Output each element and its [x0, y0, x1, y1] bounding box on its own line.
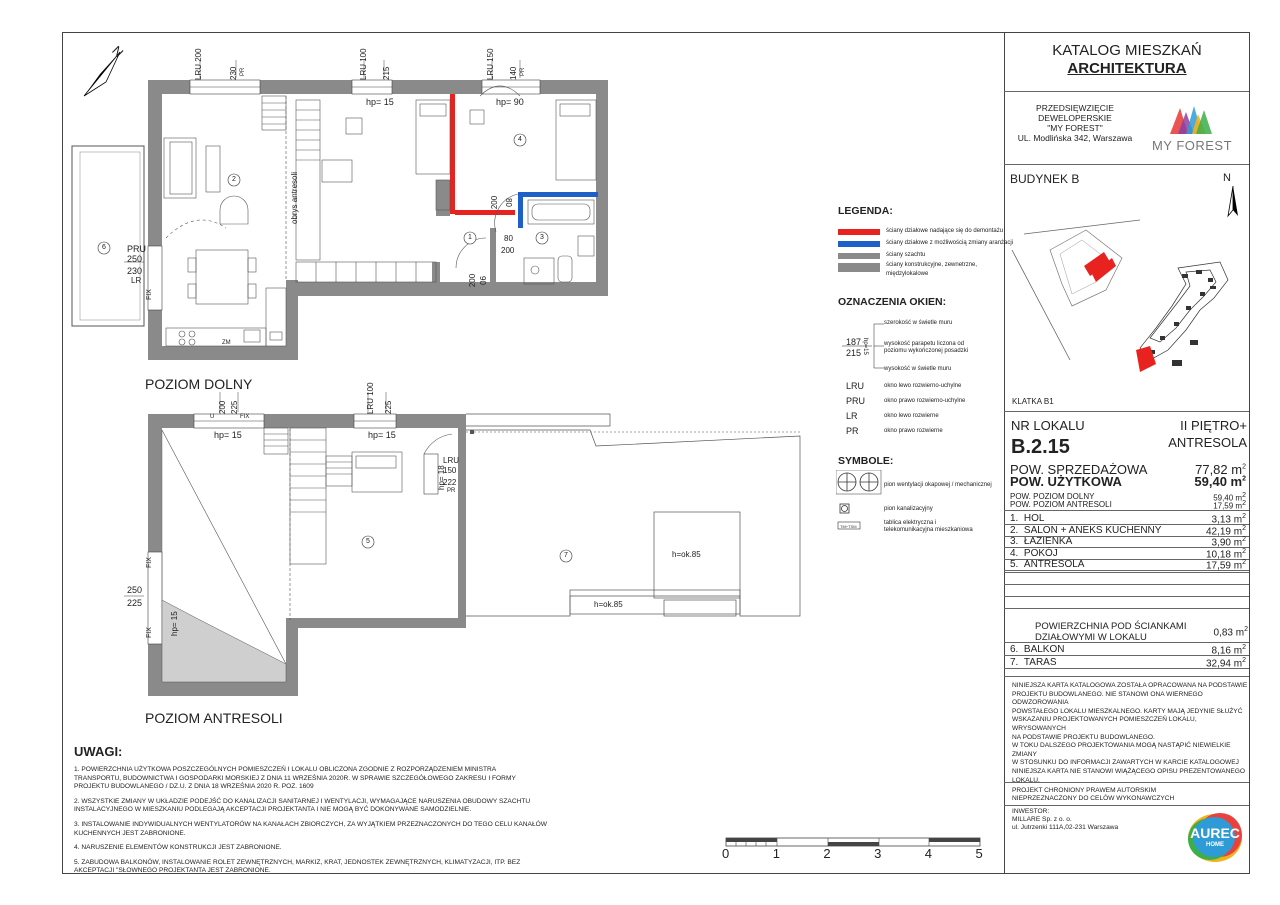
disclaimer-line: W STOSUNKU DO INFORMACJI ZAWARTYCH W KARCIE KATALOGOWEJ	[1012, 759, 1239, 767]
disclaimer-line: PROJEKTU BUDOWLANEGO. NIE STANOWI ONA WIERNEGO ODWZOROWANIA	[1012, 690, 1203, 707]
scale-tick-label: 2	[823, 846, 831, 861]
window-desc-width: szerokość w świetle muru	[884, 320, 953, 326]
disclaimer-line: NINIEJSZA KARTA NIE STANOWI WIĄŻĄCEGO OPISU PREZENTOWANEGO	[1012, 767, 1246, 775]
notes-title: UWAGI:	[74, 744, 123, 759]
building-label: BUDYNEK B	[1010, 172, 1080, 186]
lower-level-area-row: POW. POZIOM DOLNY 59,40 $m^2$	[1010, 492, 1246, 503]
disclaimer-line: LOKALU.	[1012, 776, 1040, 784]
walls-area-label-1: POWIERZCHNIA POD ŚCIANKAMI	[1035, 621, 1187, 632]
room-row: 1. HOL 3,13 $m^2$	[1010, 513, 1246, 526]
aurec-logo-sub: HOME	[1206, 842, 1224, 848]
note-item: 1. POWIERZCHNIA UŻYTKOWA POSZCZEGÓLNYCH POMIESZCZEŃ I LOKALU OBLICZONA ZGODNIE Z ROZPORZĄDZENIEM MINISTRA TRANSPORTU, BUDOWNICTWA I GOSPODARKI MORSKIEJ Z DNIA 11 WRZEŚNIA 2020R. W SPRAWIE SZCZEGÓŁOWEGO ZAKRESU I FORMY PROJEKTU BUDOWLANEGO / DZ.U. Z DNIA 18 WRZEŚNIA 2020 R. POZ. 1609	[74, 766, 516, 791]
copyright-line-2: NIEPRZEZNACZONY DO CELÓW WYKONAWCZYCH	[1012, 795, 1175, 802]
compass-label: N	[109, 42, 127, 61]
room-row: 3. ŁAZIENKA 3,90 $m^2$	[1010, 536, 1246, 549]
scale-tick-label: 0	[722, 846, 730, 861]
disclaimer-line: NA PODSTAWIE PROJEKTU BUDOWLANEGO.	[1012, 733, 1155, 741]
disclaimer-line: NINIEJSZA KARTA KATALOGOWA ZOSTAŁA OPRACOWANA NA PODSTAWIE	[1012, 682, 1248, 689]
windows-legend-title: OZNACZENIA OKIEN:	[838, 296, 947, 308]
legend-text-2: międzylokalowe	[886, 271, 929, 277]
note-item: 5. ZABUDOWA BALKONÓW, INSTALOWANIE ROLET ZEWNĘTRZNYCH, MARKIZ, KRAT, JEDNOSTEK ZEWNĘTRZNYCH, KLIMATYZACJI, ITP. BEZ AKCEPTACJI "SŁOWNEGO PROJEKTANTA JEST ZABRONIONE.	[74, 858, 521, 875]
scale-tick-label: 4	[924, 846, 933, 861]
catalog-title: KATALOG MIESZKAŃ	[1052, 42, 1202, 59]
ventilation-shaft-icon	[836, 470, 881, 494]
aurec-logo-text: AUREC	[1190, 825, 1240, 841]
symbol-sewer-text: pion kanalizacyjny	[884, 506, 933, 512]
note-item: 3. INSTALOWANIE INDYWIDUALNYCH WENTYLATORÓW NA KANAŁACH ZBIORCZYCH, ZA WYJĄTKIEM PRZEZNACZONYCH DO TEGO CELU KANAŁÓW KUCHENNYCH JEST ZABRONIONE.	[74, 820, 547, 837]
window-desc-sill-2: poziomu wykończonej posadzki	[884, 348, 969, 354]
site-plan-map	[1010, 210, 1248, 390]
legend-swatch	[838, 241, 880, 247]
window-example-hp: hp=15	[862, 338, 868, 355]
my-forest-logo-text: MY FOREST	[1151, 138, 1233, 153]
window-type-code: PRU	[846, 396, 866, 406]
window-type-code: LR	[846, 411, 858, 421]
lower-floor-plan	[60, 60, 620, 380]
unit-floor-1: II PIĘTRO+	[1180, 418, 1247, 433]
disclaimer-line: POWSTAŁEGO LOKALU MIESZKALNEGO. KARTY MAJĄ JEDYNIE SŁUŻYĆ	[1012, 707, 1243, 715]
legend-swatch	[838, 253, 880, 259]
building-north-label: N	[1223, 172, 1231, 184]
window-type-text: okno prawo rozwierno-uchylne	[884, 398, 966, 404]
symbol-panel-text-2: telekomunikacyjna mieszkaniowa	[884, 527, 973, 533]
disclaimer-line: WSKAZANIU PROJEKTOWANYCH POMIESZCZEŃ LOKALU, WRYSOWANYCH	[1012, 716, 1197, 732]
investor-line-2: ul. Jutrzenki 111A,02-231 Warszawa	[1012, 824, 1119, 831]
my-forest-logo	[1142, 102, 1242, 156]
window-type-text: okno prawo rozwierne	[884, 428, 943, 434]
right-panel	[1004, 32, 1005, 874]
mezzanine-floor-plan	[60, 390, 820, 710]
catalog-subtitle: ARCHITEKTURA	[1067, 60, 1187, 77]
window-type-code: LRU	[846, 381, 865, 391]
note-item: 4. NARUSZENIE ELEMENTÓW KONSTRUKCJI JEST ZABRONIONE.	[74, 844, 282, 852]
window-example-width: 187	[846, 337, 862, 347]
svg-text:TM+TSM: TM+TSM	[840, 524, 857, 529]
walls-area-value: 0,83 $m^2$	[1213, 626, 1248, 639]
stair-label: KLATKA B1	[1012, 397, 1054, 406]
sales-area-row: POW. SPRZEDAŻOWA 77,82 $m^2$	[1010, 462, 1246, 477]
disclaimer-line: W TOKU DALSZEGO PROJEKTOWANIA MOGĄ NASTĄPIĆ NIEWIELKIE ZMIANY	[1012, 742, 1231, 758]
scale-tick-label: 5	[975, 846, 983, 861]
aurec-logo	[1186, 811, 1244, 863]
note-item: 2. WSZYSTKIE ZMIANY W UKŁADZIE PODEJŚĆ DO KANALIZACJI SANITARNEJ I WENTYLACJI, WYMAGAJĄCE NARUSZENIA OBUDOWY SZACHTU INSTALACYJNEGO W MIESZKANIU PODLEGAJĄ AKCEPTACJI PROJEKTANTA I NIE MOGĄ BYĆ DOKONYWANE SAMODZIELNIE.	[74, 797, 531, 814]
window-type-text: okno lewo rozwierno-uchylne	[884, 383, 962, 389]
legend-text: ściany działowe nadające się do demontażu	[886, 228, 1004, 234]
walls-area-label-2: DZIAŁOWYMI W LOKALU	[1035, 632, 1147, 643]
balcony-row: 6. BALKON 8,16 $m^2$	[1010, 644, 1246, 657]
window-desc-height: wysokość w świetle muru	[884, 366, 952, 372]
room-row: 2. SALON + ANEKS KUCHENNY 42,19 $m^2$	[1010, 524, 1246, 537]
scale-tick-label: 1	[772, 846, 780, 861]
unit-floor-2: ANTRESOLA	[1168, 435, 1247, 450]
room-row: 5. ANTRESOLA 17,59 $m^2$	[1010, 559, 1246, 572]
legend-text: ściany działowe z możliwością zmiany aranżacji	[886, 240, 1014, 246]
window-desc-sill: wysokość parapetu liczona od	[884, 341, 965, 347]
usable-area-row: POW. UŻYTKOWA 59,40 $m^2$	[1010, 474, 1246, 489]
investor-label: INWESTOR:	[1012, 808, 1050, 815]
scale-tick-label: 3	[874, 846, 882, 861]
legend-text: ściany konstrukcyjne, zewnetrzne,	[886, 262, 978, 268]
scale-bar	[718, 832, 988, 850]
investor-line-1: MILLARE Sp. z o. o.	[1012, 816, 1072, 823]
copyright-line-1: PROJEKT CHRONIONY PRAWEM AUTORSKIM	[1012, 787, 1157, 794]
sewer-pipe-icon	[840, 504, 849, 513]
legend-swatch	[838, 263, 880, 272]
legend-title: LEGENDA:	[838, 205, 893, 217]
window-type-text: okno lewo rozwierne	[884, 413, 939, 419]
terrace-row: 7. TARAS 32,94 $m^2$	[1010, 657, 1246, 670]
unit-number: B.2.15	[1011, 436, 1070, 458]
mezzanine-area-row: POW. POZIOM ANTRESOLI 17,59 $m^2$	[1010, 500, 1246, 511]
symbol-panel-text: tablica elektryczna i	[884, 520, 937, 526]
lower-plan-title: POZIOM DOLNY	[145, 376, 253, 392]
mezzanine-plan-title: POZIOM ANTRESOLI	[145, 710, 283, 726]
room-row: 4. POKÓJ 10,18 $m^2$	[1010, 547, 1246, 560]
unit-label: NR LOKALU	[1011, 418, 1085, 433]
symbol-ventilation-text: pion wentylacji okapowej / mechanicznej	[884, 482, 992, 488]
window-example-height: 215	[846, 348, 862, 358]
legend-text: ściany szachtu	[886, 252, 926, 258]
window-type-code: PR	[846, 426, 859, 436]
notes-list	[74, 766, 694, 882]
symbols-title: SYMBOLE:	[838, 455, 894, 467]
symbols-icons	[836, 470, 886, 540]
legend-swatch	[838, 229, 880, 235]
disclaimer-text	[1012, 682, 1248, 785]
